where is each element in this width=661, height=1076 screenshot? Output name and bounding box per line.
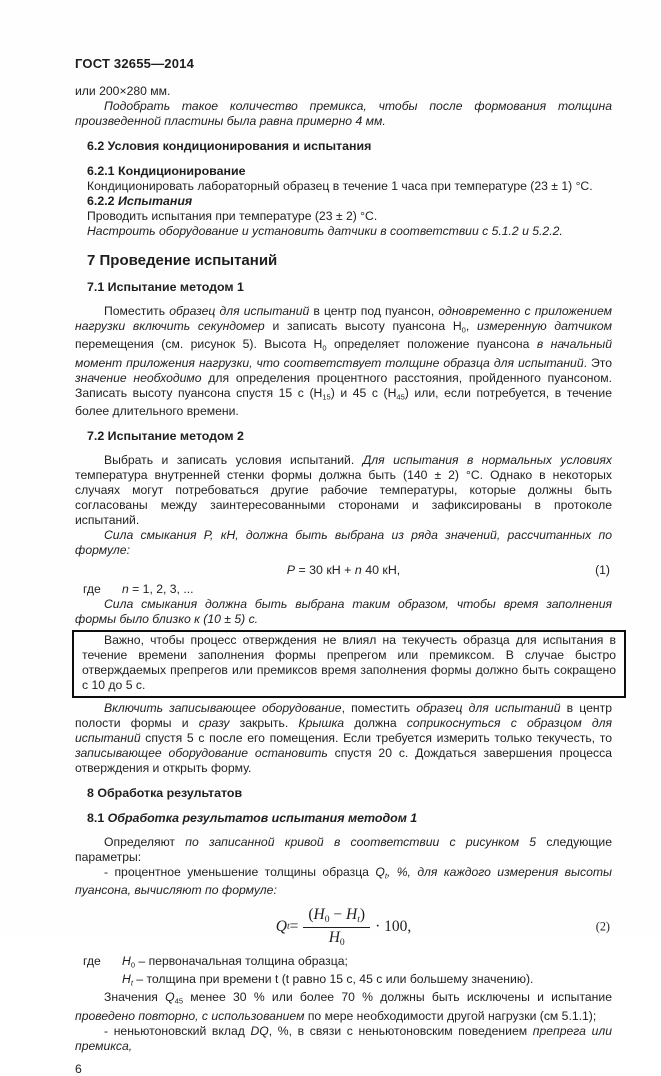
text-run: Сила смыкания должна быть выбрана таким образом, чтобы время заполнения формы было близко к (10 ± 5) с. bbox=[75, 596, 612, 626]
text-run: записывающее оборудование остановить bbox=[75, 745, 328, 760]
text-run: 0 bbox=[339, 936, 345, 948]
text-run: - процентное уменьшение толщины образца bbox=[104, 864, 376, 879]
formula bbox=[75, 562, 612, 578]
text-run: DQ bbox=[250, 1023, 269, 1038]
text-run: = 1, 2, 3, ... bbox=[128, 581, 194, 596]
paragraph bbox=[75, 84, 612, 99]
text-run: Поместить bbox=[104, 304, 170, 318]
text-run: ) и 45 с (Н bbox=[330, 385, 397, 400]
text-run: 40 кН, bbox=[361, 562, 401, 577]
text-run: 8 Обработка результатов bbox=[87, 785, 243, 800]
text-run: температура внутренней стенки формы должна быть (140 ± 2) °С. Однако в некоторых случаях могут потребоваться другие рабочие температуры, которые должны быть согласованы между заинтересованными сторонами и зафиксированы в протоколе испытаний. bbox=[75, 467, 612, 527]
text-run: − bbox=[329, 906, 347, 924]
subsection-heading bbox=[75, 194, 612, 209]
text-run: t bbox=[286, 921, 290, 933]
text-run: 0 bbox=[130, 960, 136, 970]
text-run: Включить записывающее оборудование bbox=[104, 700, 342, 715]
formula-body bbox=[287, 563, 401, 577]
text-run: 6.2 Условия кондиционирования и испытания bbox=[87, 139, 372, 153]
important-note-box bbox=[72, 630, 626, 698]
text-run: , bbox=[465, 319, 477, 333]
fraction bbox=[303, 906, 370, 948]
text-run: Обработка результатов испытания методом 1 bbox=[107, 810, 418, 825]
text-run: t bbox=[130, 978, 133, 988]
text-run: определяет положение пуансона bbox=[326, 337, 537, 352]
text-run: Значения bbox=[104, 990, 166, 1005]
text-run: спустя 5 с после его помещения. Если требуется измерить только текучесть, то bbox=[140, 730, 612, 745]
text-run: менее 30 % или более 70 % должны быть исключены и испытание bbox=[183, 990, 612, 1005]
text-run: одновременно с приложением нагрузки включить секундомер bbox=[75, 304, 612, 333]
where-definition bbox=[122, 972, 612, 990]
subsection-heading bbox=[75, 811, 612, 826]
text-run: закрыть. bbox=[229, 715, 299, 730]
text-run: Q bbox=[165, 990, 175, 1005]
fraction-denominator bbox=[329, 928, 345, 948]
text-run: Q bbox=[275, 917, 287, 935]
text-run: или 200×280 мм. bbox=[75, 84, 171, 98]
text-run: Для испытания в нормальных условиях bbox=[362, 452, 612, 467]
text-run: в центр полости формы и bbox=[75, 700, 612, 730]
text-run: Кондиционировать лабораторный образец в течение 1 часа при температуре (23 ± 1) °С. bbox=[87, 179, 593, 193]
text-run: 6.2.2 bbox=[87, 194, 119, 208]
paragraph bbox=[75, 597, 612, 627]
text-run: - неньютоновский вклад bbox=[104, 1023, 251, 1038]
text-run: спустя 20 с. Дождаться завершения процесса отверждения и открыть форму. bbox=[75, 745, 612, 775]
paragraph bbox=[75, 1024, 612, 1054]
text-run: · 100, bbox=[375, 917, 412, 935]
paragraph bbox=[82, 633, 616, 693]
paragraph bbox=[75, 179, 612, 194]
page-number: 6 bbox=[75, 1061, 82, 1076]
text-run: Н bbox=[328, 928, 340, 946]
where-label: где bbox=[83, 581, 101, 596]
where-label bbox=[83, 972, 122, 990]
text-run: должна bbox=[344, 715, 407, 730]
paragraph bbox=[75, 99, 612, 129]
text-run: 0 bbox=[461, 325, 466, 335]
text-run: Испытания bbox=[118, 194, 193, 208]
text-run: ( bbox=[308, 906, 314, 924]
equation-number: (2) bbox=[595, 919, 610, 934]
fraction-numerator bbox=[303, 906, 370, 928]
document-content bbox=[75, 84, 616, 1076]
where-definition bbox=[122, 954, 612, 972]
text-run: Н bbox=[346, 906, 358, 924]
subsection-heading bbox=[75, 280, 612, 295]
text-run: 45 bbox=[174, 996, 184, 1006]
text-run: – толщина при времени t (t равно 15 с, 45 с или большему значению). bbox=[132, 972, 534, 987]
where-line bbox=[75, 972, 612, 990]
where-definition bbox=[122, 582, 612, 597]
text-run: 45 bbox=[396, 391, 405, 401]
subsection-heading bbox=[75, 139, 612, 154]
text-run: Крышка bbox=[298, 715, 345, 730]
text-run: – первоначальная толщина образца; bbox=[135, 953, 348, 968]
text-run: , %, в связи с неньютоновским поведением bbox=[268, 1023, 533, 1038]
text-run: сразу bbox=[198, 715, 230, 730]
paragraph bbox=[75, 453, 612, 528]
text-run: 7 Проведение испытаний bbox=[87, 252, 278, 269]
text-run: Проводить испытания при температуре (23 ± 2) °С. bbox=[87, 209, 378, 223]
text-run: Q bbox=[375, 864, 385, 879]
text-run: , поместить bbox=[341, 700, 417, 715]
paragraph bbox=[75, 865, 612, 898]
document-header: ГОСТ 32655—2014 bbox=[75, 56, 194, 71]
text-run: 0 bbox=[324, 913, 330, 925]
text-run: 7.1 Испытание методом 1 bbox=[87, 280, 244, 294]
paragraph bbox=[75, 528, 612, 558]
text-run: образец для испытаний bbox=[416, 700, 561, 715]
text-run: , %, для каждого измерения высоты пуансона, вычисляют по формуле: bbox=[75, 864, 612, 898]
formula bbox=[75, 906, 612, 948]
text-run: образец для испытаний bbox=[169, 304, 310, 318]
text-run: и записать высоту пуансона Н bbox=[264, 319, 462, 333]
text-run: по записанной кривой в соответствии с рисунком 5 bbox=[185, 834, 537, 849]
text-run: = 30 кН + bbox=[295, 562, 355, 577]
paragraph bbox=[75, 835, 612, 865]
text-run: по мере необходимости другой нагрузки (см 5.1.1); bbox=[304, 1008, 597, 1023]
text-run: соприкоснуться с образцом для испытаний bbox=[75, 715, 612, 745]
text-run: значение необходимо bbox=[75, 370, 202, 385]
paragraph bbox=[75, 224, 612, 239]
text-run: Р bbox=[286, 562, 296, 577]
text-run: 15 bbox=[322, 391, 331, 401]
text-run: = bbox=[289, 917, 299, 935]
text-run: Подобрать такое количество премикса, чтобы после формования толщина произведенной пластины была равна примерно 4 мм. bbox=[75, 99, 612, 128]
section-heading bbox=[75, 251, 612, 270]
text-run: следующие параметры: bbox=[75, 834, 612, 864]
text-run: измеренную датчиком bbox=[476, 319, 612, 333]
text-run: Н bbox=[122, 972, 131, 987]
where-line bbox=[75, 954, 612, 972]
subsection-heading bbox=[75, 786, 612, 801]
text-run: ) или, если потребуется, в течение более длительного времени. bbox=[75, 385, 613, 418]
text-run: для определения процентного расстояния, пройденного пуансоном. Записать высоту пуансона спустя 15 с (Н bbox=[75, 370, 613, 400]
text-run: 0 bbox=[322, 343, 327, 353]
where-line bbox=[75, 582, 612, 597]
text-run: t bbox=[384, 871, 387, 881]
text-run: 8.1 bbox=[87, 810, 108, 825]
subsection-heading bbox=[75, 164, 612, 179]
text-run: Н bbox=[313, 906, 325, 924]
paragraph bbox=[75, 209, 612, 224]
paragraph bbox=[75, 304, 612, 419]
text-run: Важно, чтобы процесс отверждения не влиял на текучесть образца для испытания в течение времени заполнения формы препрегом или премиксом. В случае быстро отверждаемых препрегов или премиксов время заполнения формы должно быть сокращено с 10 до 5 с. bbox=[82, 632, 616, 692]
text-run: Настроить оборудование и установить датчики в соответствии с 5.1.2 и 5.2.2. bbox=[87, 224, 563, 238]
text-run: в центр под пуансон, bbox=[309, 304, 439, 318]
equation-number: (1) bbox=[595, 562, 610, 577]
text-run: n bbox=[122, 581, 129, 596]
subsection-heading bbox=[75, 429, 612, 444]
text-run: 6.2.1 Кондиционирование bbox=[87, 164, 246, 178]
text-run: . Это bbox=[583, 355, 612, 370]
text-run: Выбрать и записать условия испытаний. bbox=[104, 452, 363, 467]
text-run: перемещения (см. рисунок 5). Высота Н bbox=[75, 337, 323, 352]
text-run: Сила смыкания Р, кН, должна быть выбрана из ряда значений, рассчитанных по формуле: bbox=[75, 527, 612, 557]
text-run: препрега или премикса, bbox=[75, 1023, 613, 1053]
text-run: Определяют bbox=[104, 834, 186, 849]
text-run: n bbox=[354, 562, 362, 577]
text-run: Н bbox=[122, 953, 131, 968]
where-label: где bbox=[83, 953, 101, 968]
paragraph bbox=[75, 701, 612, 776]
text-run: t bbox=[357, 913, 360, 925]
text-run: в начальный момент приложения нагрузки, что соответствует толщине образца для испытаний bbox=[75, 337, 612, 370]
paragraph bbox=[75, 990, 612, 1023]
text-run: проведено повторно, с использованием bbox=[75, 1008, 305, 1023]
text-run: 7.2 Испытание методом 2 bbox=[87, 428, 244, 443]
text-run: ) bbox=[359, 906, 366, 924]
